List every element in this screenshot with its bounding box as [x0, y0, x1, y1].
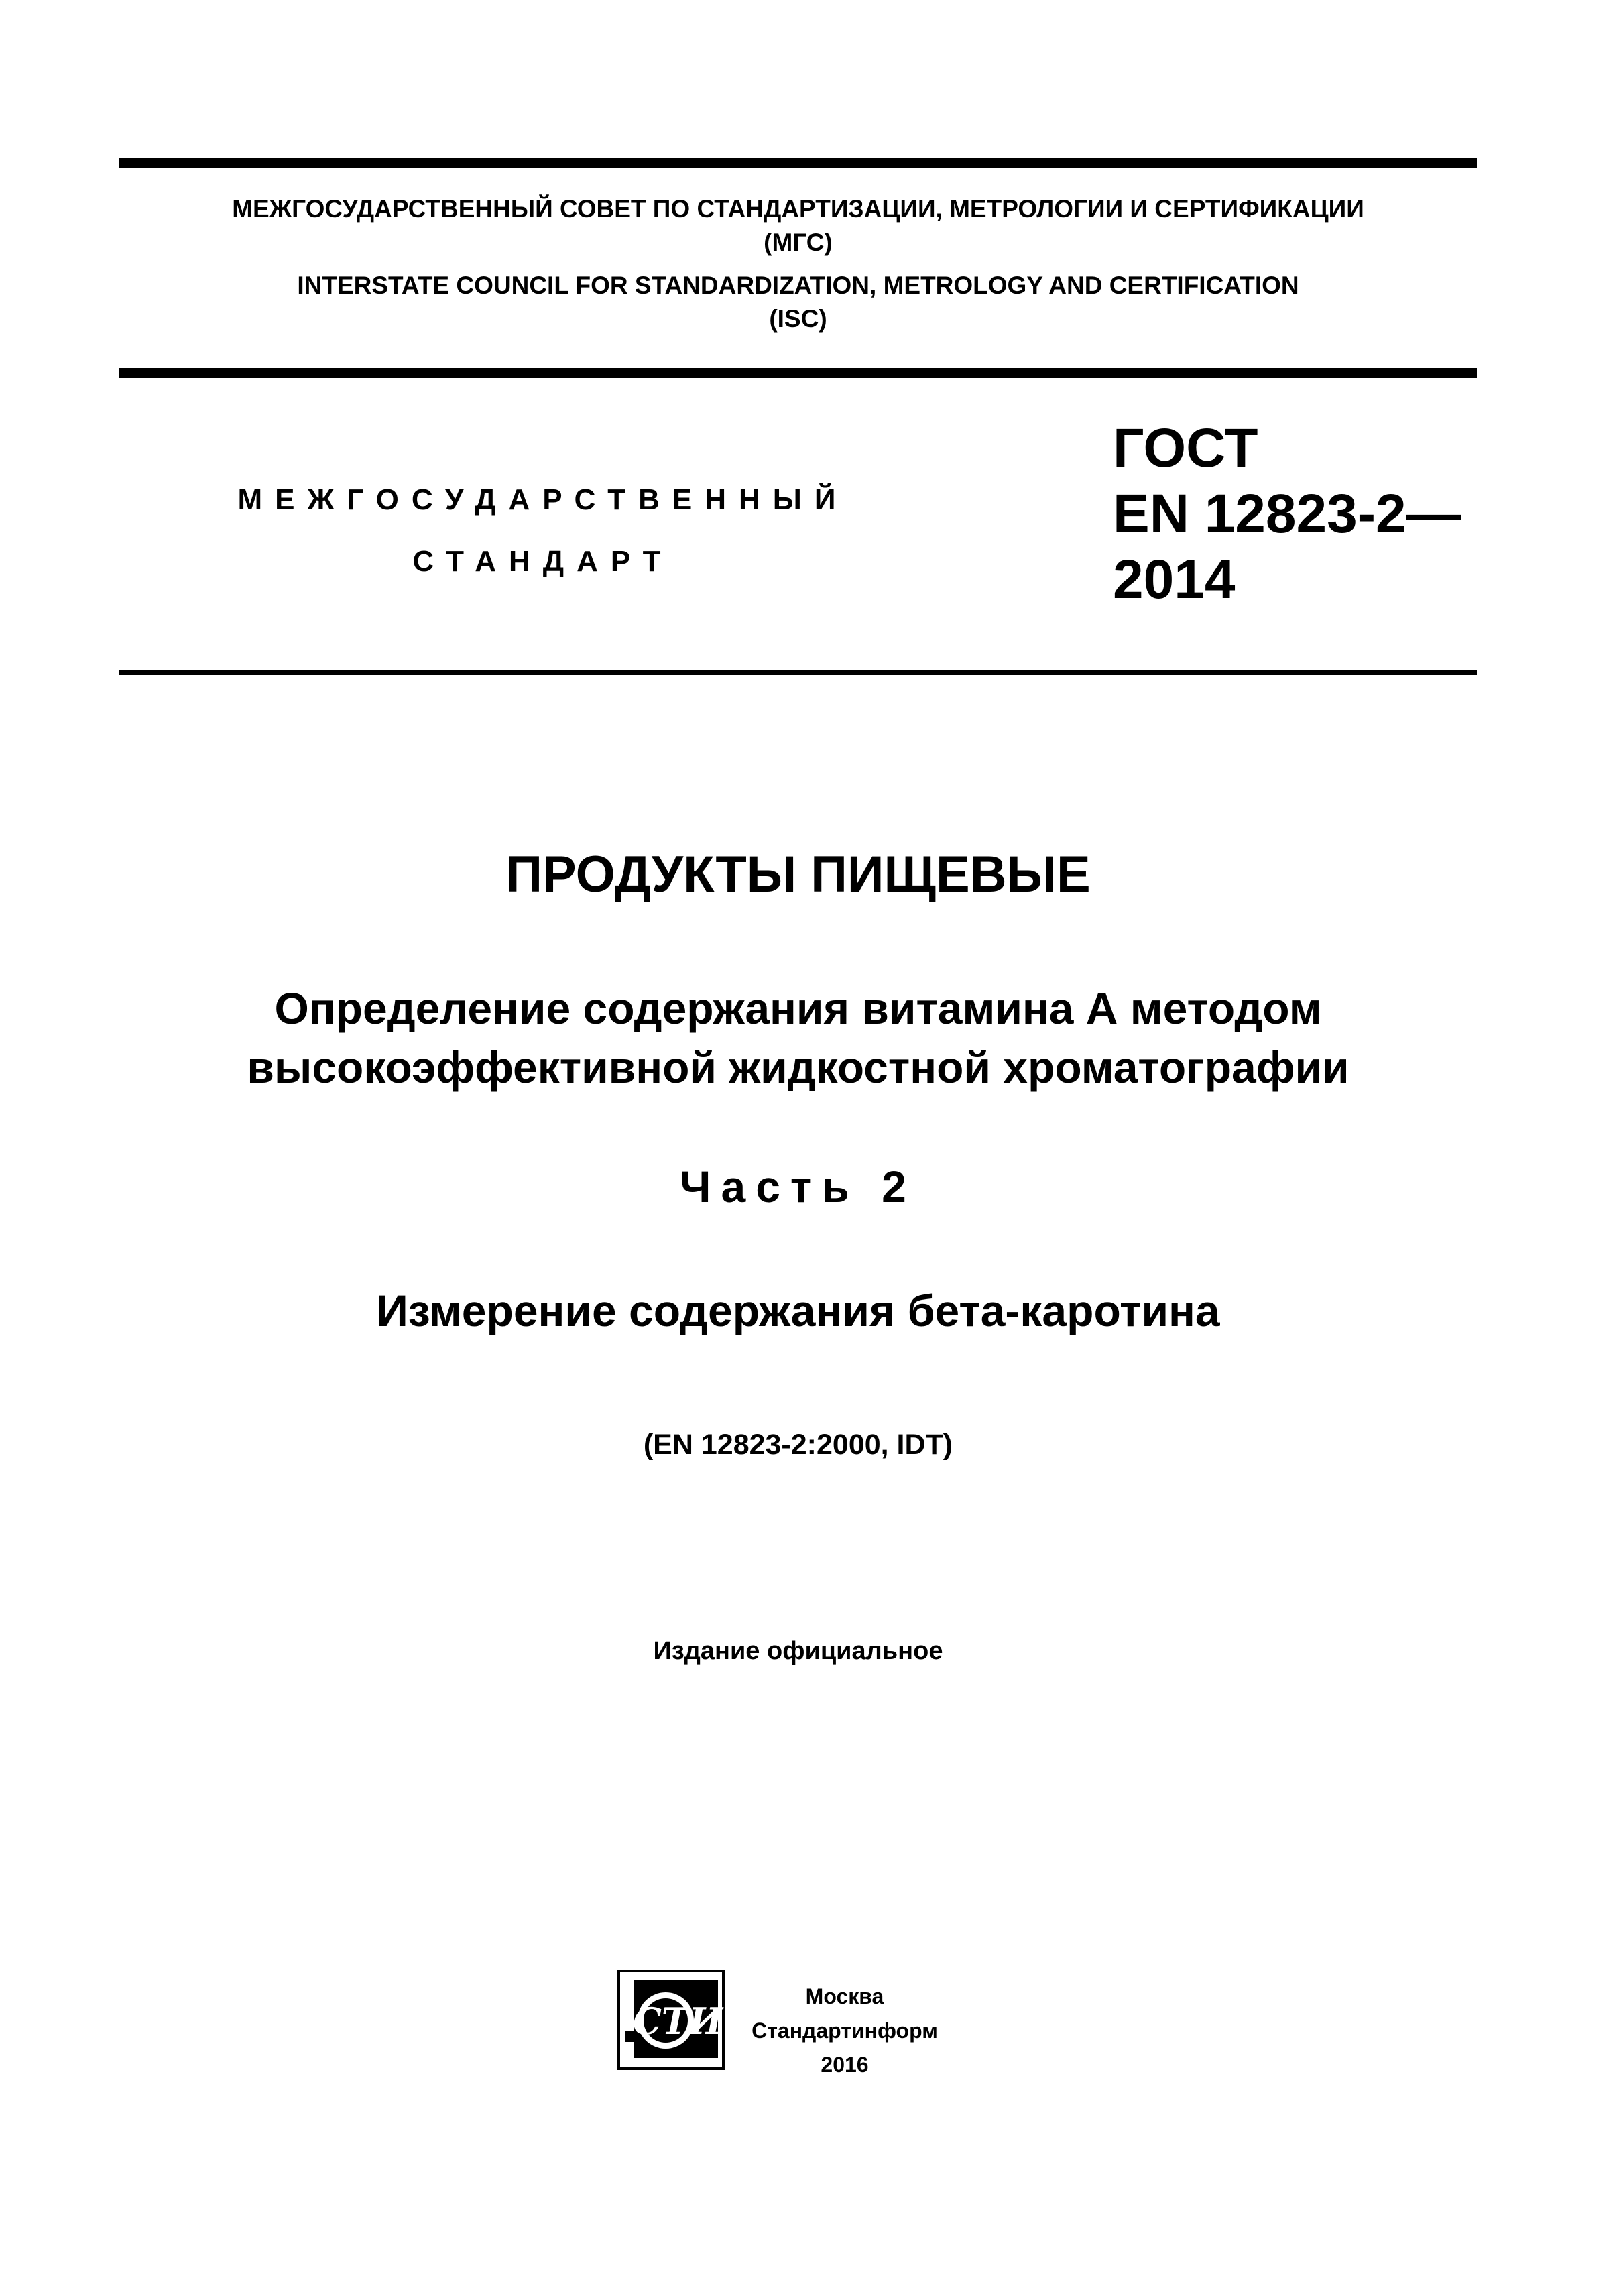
standard-type-line1: МЕЖГОСУДАРСТВЕННЫЙ [237, 483, 849, 516]
logo-text: СТИ [632, 2000, 723, 2043]
standard-number-line2: EN 12823-2— [1113, 483, 1461, 544]
publication-year: 2016 [821, 2053, 869, 2077]
standard-number-line3: 2014 [1113, 549, 1236, 610]
part-title: Измерение содержания бета-каротина [376, 1286, 1220, 1335]
standard-number [1113, 416, 1461, 613]
document-subtitle-line1: Определение содержания витамина А методом [274, 983, 1322, 1033]
top-rule [119, 158, 1477, 168]
document-title: ПРОДУКТЫ ПИЩЕВЫЕ [505, 846, 1091, 903]
en-reference: (EN 12823-2:2000, IDT) [643, 1429, 953, 1461]
council-bottom-rule [119, 368, 1477, 378]
standard-type-line2: СТАНДАРТ [412, 545, 674, 578]
edition-note: Издание официальное [653, 1637, 943, 1665]
publisher-block [724, 1980, 965, 2082]
council-en-name: INTERSTATE COUNCIL FOR STANDARDIZATION, METROLOGY AND CERTIFICATION [297, 271, 1299, 299]
standard-type-label [201, 469, 885, 593]
council-ru-name: МЕЖГОСУДАРСТВЕННЫЙ СОВЕТ ПО СТАНДАРТИЗАЦИИ, МЕТРОЛОГИИ И СЕРТИФИКАЦИИ [232, 195, 1364, 223]
header-bottom-rule [119, 670, 1477, 675]
document-subtitle-line2: высокоэффективной жидкостной хроматографии [247, 1042, 1349, 1092]
council-header [119, 192, 1477, 336]
standard-number-line1: ГОСТ [1113, 418, 1258, 479]
council-ru-abbr: (МГС) [764, 229, 833, 256]
council-en-abbr: (ISC) [769, 305, 827, 333]
publisher-city: Москва [805, 1984, 884, 2008]
document-subtitle [119, 979, 1477, 1097]
standartinform-logo-icon [617, 1970, 725, 2070]
part-number: Часть 2 [680, 1162, 916, 1211]
publisher-name: Стандартинформ [752, 2018, 938, 2043]
